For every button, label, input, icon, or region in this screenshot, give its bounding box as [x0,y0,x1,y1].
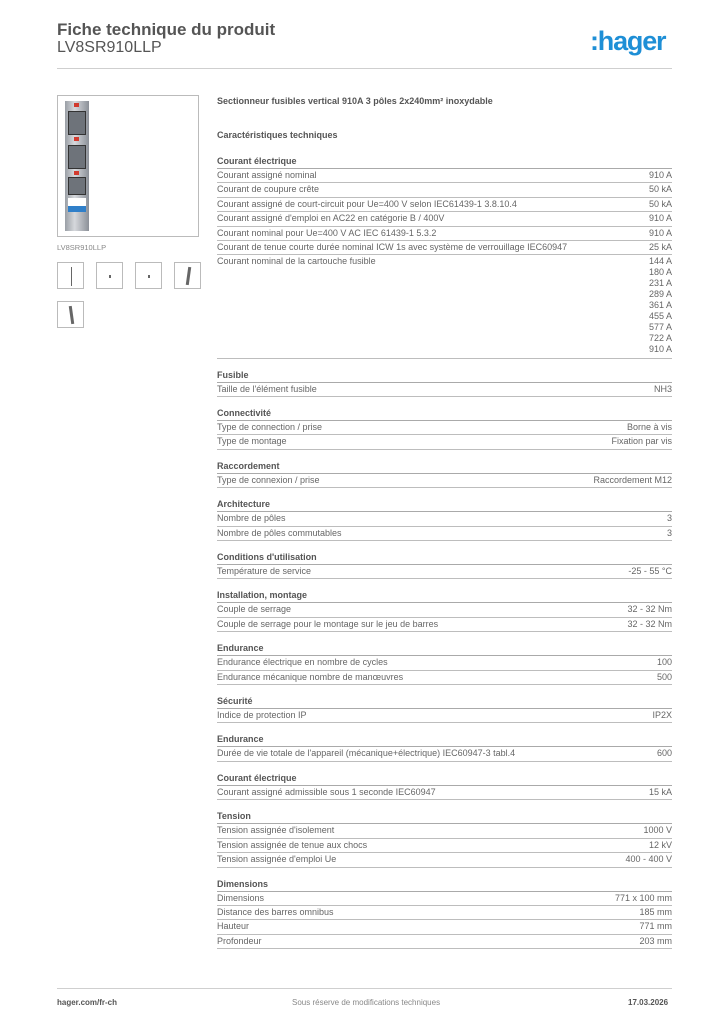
spec-group [217,772,672,800]
spec-value: 100 [656,657,672,668]
spec-group-title: Courant électrique [217,772,672,786]
spec-value: 185 mm [639,906,672,917]
spec-row [217,656,672,670]
hager-logo: :hager [590,26,666,56]
spec-value: 3 [666,513,672,524]
spec-group [217,642,672,685]
spec-label: Courant de tenue courte durée nominal ICW 1s avec système de verrouillage IEC60947 [217,242,568,253]
spec-label: Durée de vie totale de l'appareil (mécanique+électrique) IEC60947-3 tabl.4 [217,748,516,759]
spec-label: Tension assignée de tenue aux chocs [217,839,368,850]
spec-value: 144 A [648,256,672,267]
spec-group-title: Connectivité [217,407,672,421]
spec-row [217,892,672,906]
spec-row [217,565,672,579]
image-caption: LV8SR910LLP [57,243,107,252]
spec-label: Température de service [217,566,312,577]
spec-row [217,421,672,435]
spec-row [217,839,672,853]
spec-label: Type de montage [217,436,287,447]
spec-row [217,603,672,617]
spec-value: 910 A [648,343,672,354]
spec-row [217,383,672,397]
spec-row [217,474,672,488]
spec-row [217,824,672,838]
section-title: Caractéristiques techniques [217,130,338,140]
spec-value: 361 A [648,300,672,311]
spec-group-title: Dimensions [217,878,672,892]
spec-group [217,695,672,723]
spec-value: 50 kA [648,198,672,209]
spec-row [217,512,672,526]
spec-value: 600 [656,748,672,759]
spec-value: 771 x 100 mm [614,892,672,903]
spec-value: 3 [666,527,672,538]
spec-row [217,169,672,183]
spec-value: 12 kV [648,839,672,850]
spec-value-list [649,255,672,357]
spec-group [217,878,672,950]
spec-value: 203 mm [639,935,672,946]
spec-group [217,551,672,579]
spec-label: Couple de serrage [217,604,292,615]
footer-date: 17.03.2026 [628,998,669,1007]
spec-row [217,183,672,197]
thumbnail-1[interactable] [57,262,84,289]
spec-label: Tension assignée d'emploi Ue [217,854,337,865]
spec-group [217,498,672,541]
spec-value: 289 A [648,289,672,300]
thumbnail-3[interactable] [135,262,162,289]
spec-value: 500 [656,671,672,682]
spec-group [217,407,672,450]
spec-row [217,227,672,241]
spec-value: 32 - 32 Nm [627,618,672,629]
spec-value: 577 A [648,321,672,332]
spec-label: Endurance électrique en nombre de cycles [217,657,388,668]
spec-group-title: Fusible [217,369,672,383]
spec-row [217,935,672,949]
spec-group [217,810,672,867]
spec-group [217,155,672,359]
thumbnail-4[interactable] [174,262,201,289]
spec-group-title: Raccordement [217,460,672,474]
spec-label: Dimensions [217,892,265,903]
spec-label: Type de connexion / prise [217,474,320,485]
spec-value: 910 A [648,213,672,224]
spec-row [217,709,672,723]
spec-group [217,733,672,761]
spec-value: Raccordement M12 [593,474,672,485]
spec-label: Courant nominal de la cartouche fusible [217,256,376,267]
document-title: Fiche technique du produit [57,20,276,39]
fuse-switch-disconnector-picture [65,101,89,231]
spec-group [217,460,672,488]
thumbnail-5[interactable] [57,301,84,328]
spec-value: 25 kA [648,242,672,253]
spec-label: Courant assigné de court-circuit pour Ue=400 V selon IEC61439-1 3.8.10.4 [217,198,517,209]
footer-divider [57,988,672,989]
spec-value: 910 A [648,227,672,238]
spec-group-title: Conditions d'utilisation [217,551,672,565]
spec-group-title: Architecture [217,498,672,512]
spec-row [217,241,672,255]
footer-disclaimer: Sous réserve de modifications techniques [292,998,441,1007]
spec-label: Courant de coupure crête [217,184,320,195]
spec-label: Courant assigné admissible sous 1 seconde IEC60947 [217,786,436,797]
spec-row [217,786,672,800]
spec-value: 231 A [648,278,672,289]
spec-row [217,527,672,541]
spec-value: 1000 V [643,825,672,836]
spec-value: 400 - 400 V [625,854,672,865]
spec-label: Couple de serrage pour le montage sur le jeu de barres [217,618,439,629]
spec-label: Profondeur [217,935,262,946]
spec-value: 50 kA [648,184,672,195]
product-reference: LV8SR910LLP [57,39,162,56]
spec-label: Type de connection / prise [217,422,323,432]
spec-row [217,747,672,761]
spec-label: Endurance mécanique nombre de manœuvres [217,671,404,682]
product-description: Sectionneur fusibles vertical 910A 3 pôles 2x240mm² inoxydable [217,96,493,106]
spec-label: Nombre de pôles [217,513,286,524]
spec-group-title: Sécurité [217,695,672,709]
spec-label: Nombre de pôles commutables [217,527,342,538]
spec-value: 910 A [648,170,672,180]
spec-group-title: Courant électrique [217,155,672,169]
header-divider [57,68,672,69]
spec-group-title: Installation, montage [217,589,672,603]
spec-label: Distance des barres omnibus [217,906,334,917]
spec-label: Tension assignée d'isolement [217,825,335,836]
spec-value: 455 A [648,310,672,321]
spec-label: Taille de l'élément fusible [217,383,317,394]
spec-value: 15 kA [648,786,672,797]
spec-row [217,920,672,934]
spec-row [217,618,672,632]
spec-value: -25 - 55 °C [628,566,672,577]
thumbnail-2[interactable] [96,262,123,289]
spec-value: Fixation par vis [611,436,672,447]
spec-row [217,906,672,920]
spec-label: Hauteur [217,921,250,932]
spec-value: 771 mm [639,921,672,932]
spec-row [217,198,672,212]
spec-value: 32 - 32 Nm [627,604,672,615]
spec-value: NH3 [653,383,672,394]
spec-group [217,589,672,632]
spec-label: Courant assigné nominal [217,170,317,180]
spec-group-title: Tension [217,810,672,824]
spec-value: IP2X [652,710,672,721]
spec-value: 722 A [648,332,672,343]
spec-row [217,255,672,358]
spec-label: Courant assigné d'emploi en AC22 en catégorie B / 400V [217,213,445,224]
spec-group-title: Endurance [217,733,672,747]
spec-row [217,671,672,685]
product-main-image[interactable] [57,95,199,237]
spec-row [217,853,672,867]
spec-row [217,435,672,449]
spec-group-title: Endurance [217,642,672,656]
footer-website[interactable]: hager.com/fr-ch [57,998,118,1007]
spec-group [217,369,672,397]
spec-row [217,212,672,226]
spec-value: 180 A [648,267,672,278]
spec-label: Indice de protection IP [217,710,307,721]
spec-value: Borne à vis [626,422,672,432]
spec-label: Courant nominal pour Ue=400 V AC IEC 61439-1 5.3.2 [217,227,437,238]
spec-table [217,155,672,959]
